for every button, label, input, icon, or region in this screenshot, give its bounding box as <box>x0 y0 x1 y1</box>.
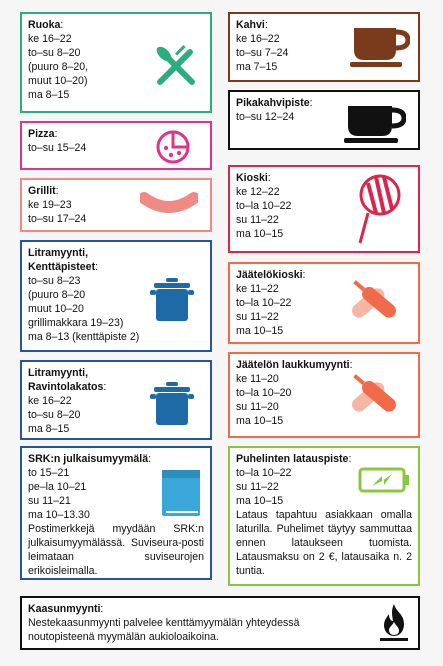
box-jaatelon-laukkumyynti: Jäätelön laukkumyynti: ke 11–20 to–la 10–20 su 11–20 ma 10–15 <box>228 352 420 438</box>
hours-line: su 11–21 <box>28 495 71 507</box>
pot-icon <box>148 276 196 324</box>
box-pizza: Pizza: to–su 15–24 <box>20 121 212 170</box>
hours-line: ma 8–13 (kenttäpiste 2) <box>28 331 140 343</box>
box-litramyynti-kenttapisteet: Litramyynti, Kenttäpisteet: to–su 8–23 (puuro 8–20 muut 10–20 grillimakkara 19–23) ma 8–13 (kenttäpiste 2) <box>20 240 212 352</box>
box-title: Jäätelön laukkumyynti <box>236 359 350 371</box>
hours-line: su 11–22 <box>236 311 279 323</box>
hours-line: ke 16–22 <box>236 33 280 45</box>
box-title: SRK:n julkaisumyymälä <box>28 453 149 465</box>
hours-line: (puuro 8–20, <box>28 61 89 73</box>
hours-line: ma 7–15 <box>236 61 278 73</box>
fork-knife-icon <box>152 42 200 90</box>
box-title: Pizza <box>28 128 55 140</box>
lollipop-icon <box>354 173 402 245</box>
box-title: Kaasunmyynti <box>28 603 101 615</box>
hours-line: to–su 8–20 <box>28 47 81 59</box>
box-kahvi: Kahvi: ke 16–22 to–su 7–24 ma 7–15 <box>228 12 420 82</box>
hours-line: to–su 17–24 <box>28 213 87 225</box>
hours-line: to–su 8–20 <box>28 409 81 421</box>
box-kioski: Kioski: ke 12–22 to–la 10–22 su 11–22 ma 10–15 <box>228 165 420 253</box>
box-srk-julkaisumyymala: SRK:n julkaisumyymälä: to 15–21 pe–la 10–21 su 11–21 ma 10–13.30 Postimerkkejä myydään SRK:n julkaisumyymälässä. Suviseura-posti leimataan suviseurojen erikoisleimalla. <box>20 446 212 580</box>
hours-line: ma 10–15 <box>236 325 284 337</box>
hours-line: su 11–20 <box>236 401 279 413</box>
battery-charging-icon <box>358 466 410 494</box>
hours-line: to–la 10–22 <box>236 467 292 479</box>
hours-line: grillimakkara 19–23) <box>28 317 124 329</box>
hours-line: ma 10–15 <box>236 228 284 240</box>
hours-line: to 15–21 <box>28 467 70 479</box>
hours-line: su 11–22 <box>236 214 279 226</box>
hours-line: ke 16–22 <box>28 395 72 407</box>
hours-line: to–la 10–22 <box>236 200 292 212</box>
box-note: Nestekaasunmyynti palvelee kenttämyymälän yhteydessä noutopisteenä myymälän aukioloaikoina. <box>28 617 300 643</box>
box-title: Grillit <box>28 185 56 197</box>
box-note: Lataus tapahtuu asiakkaan omalla laturilla. Puhelimet täytyy sammuttaa ennen lataukseen tuomista. Latausmaksu on 2 €, latausaika n. 2 tuntia. <box>236 509 412 577</box>
hours-line: muut 10–20 <box>28 303 84 315</box>
box-title: Jäätelökioski <box>236 269 303 281</box>
hours-line: ke 16–22 <box>28 33 72 45</box>
hours-line: ke 19–23 <box>28 199 72 211</box>
ice-cream-icon <box>342 272 406 332</box>
box-title: Litramyynti, <box>28 247 89 259</box>
hours-line: to–su 8–23 <box>28 275 81 287</box>
box-pikakahvipiste: Pikakahvipiste: to–su 12–24 <box>228 90 420 150</box>
hours-line: to–su 7–24 <box>236 47 289 59</box>
box-litramyynti-ravintolakatos: Litramyynti, Ravintolakatos: ke 16–22 to–su 8–20 ma 8–15 <box>20 360 212 440</box>
hours-line: ke 11–20 <box>236 373 279 385</box>
hours-line: ma 10–15 <box>236 415 284 427</box>
box-title: Ruoka <box>28 19 61 31</box>
hours-line: (puuro 8–20 <box>28 289 86 301</box>
hours-line: ma 8–15 <box>28 89 70 101</box>
hours-line: pe–la 10–21 <box>28 481 87 493</box>
hours-line: muut 10–20) <box>28 75 88 87</box>
hours-line: su 11–22 <box>236 481 279 493</box>
box-title: Kioski <box>236 172 268 184</box>
hours-line: to–la 10–22 <box>236 297 292 309</box>
coffee-cup-icon <box>344 104 406 144</box>
hours-line: to–su 12–24 <box>236 111 295 123</box>
hours-line: ke 11–22 <box>236 283 279 295</box>
ice-cream-icon <box>342 366 406 426</box>
box-title: Kahvi <box>236 19 265 31</box>
hours-line: ma 10–13.30 <box>28 509 90 521</box>
hours-line: ma 8–15 <box>28 423 70 435</box>
box-ruoka: Ruoka: ke 16–22 to–su 8–20 (puuro 8–20, muut 10–20) ma 8–15 <box>20 12 212 113</box>
book-icon <box>160 468 204 518</box>
box-jaatelokioski: Jäätelökioski: ke 11–22 to–la 10–22 su 11–22 ma 10–15 <box>228 262 420 344</box>
hours-line: to–su 15–24 <box>28 142 87 154</box>
box-title: Pikakahvipiste <box>236 97 310 109</box>
hours-line: to–la 10–20 <box>236 387 292 399</box>
box-note: Postimerkkejä myydään SRK:n julkaisumyymälässä. Suviseura-posti leimataan suviseurojen erikoisleimalla. <box>28 523 204 577</box>
pizza-icon <box>154 128 192 166</box>
box-puhelinten-latauspiste: Puhelinten latauspiste: to–la 10–22 su 11–22 ma 10–15 Lataus tapahtuu asiakkaan omalla laturilla. Puhelimet täytyy sammuttaa ennen lataukseen tuomista. Latausmaksu on 2 €, latausaika n. 2 tuntia. <box>228 446 420 586</box>
box-grillit: Grillit: ke 19–23 to–su 17–24 <box>20 178 212 232</box>
hours-line: ke 12–22 <box>236 186 280 198</box>
box-title: Kenttäpisteet <box>28 261 96 273</box>
box-title: Puhelinten latauspiste <box>236 453 349 465</box>
hours-line: ma 10–15 <box>236 495 284 507</box>
box-title: Ravintolakatos <box>28 381 104 393</box>
sausage-icon <box>140 190 198 220</box>
box-title: Litramyynti, <box>28 367 89 379</box>
pot-icon <box>148 380 196 428</box>
box-kaasunmyynti: Kaasunmyynti: Nestekaasunmyynti palvelee kenttämyymälän yhteydessä noutopisteenä myymälän aukioloaikoina. <box>20 596 420 650</box>
flammable-icon <box>378 602 410 642</box>
coffee-cup-icon <box>350 24 410 68</box>
